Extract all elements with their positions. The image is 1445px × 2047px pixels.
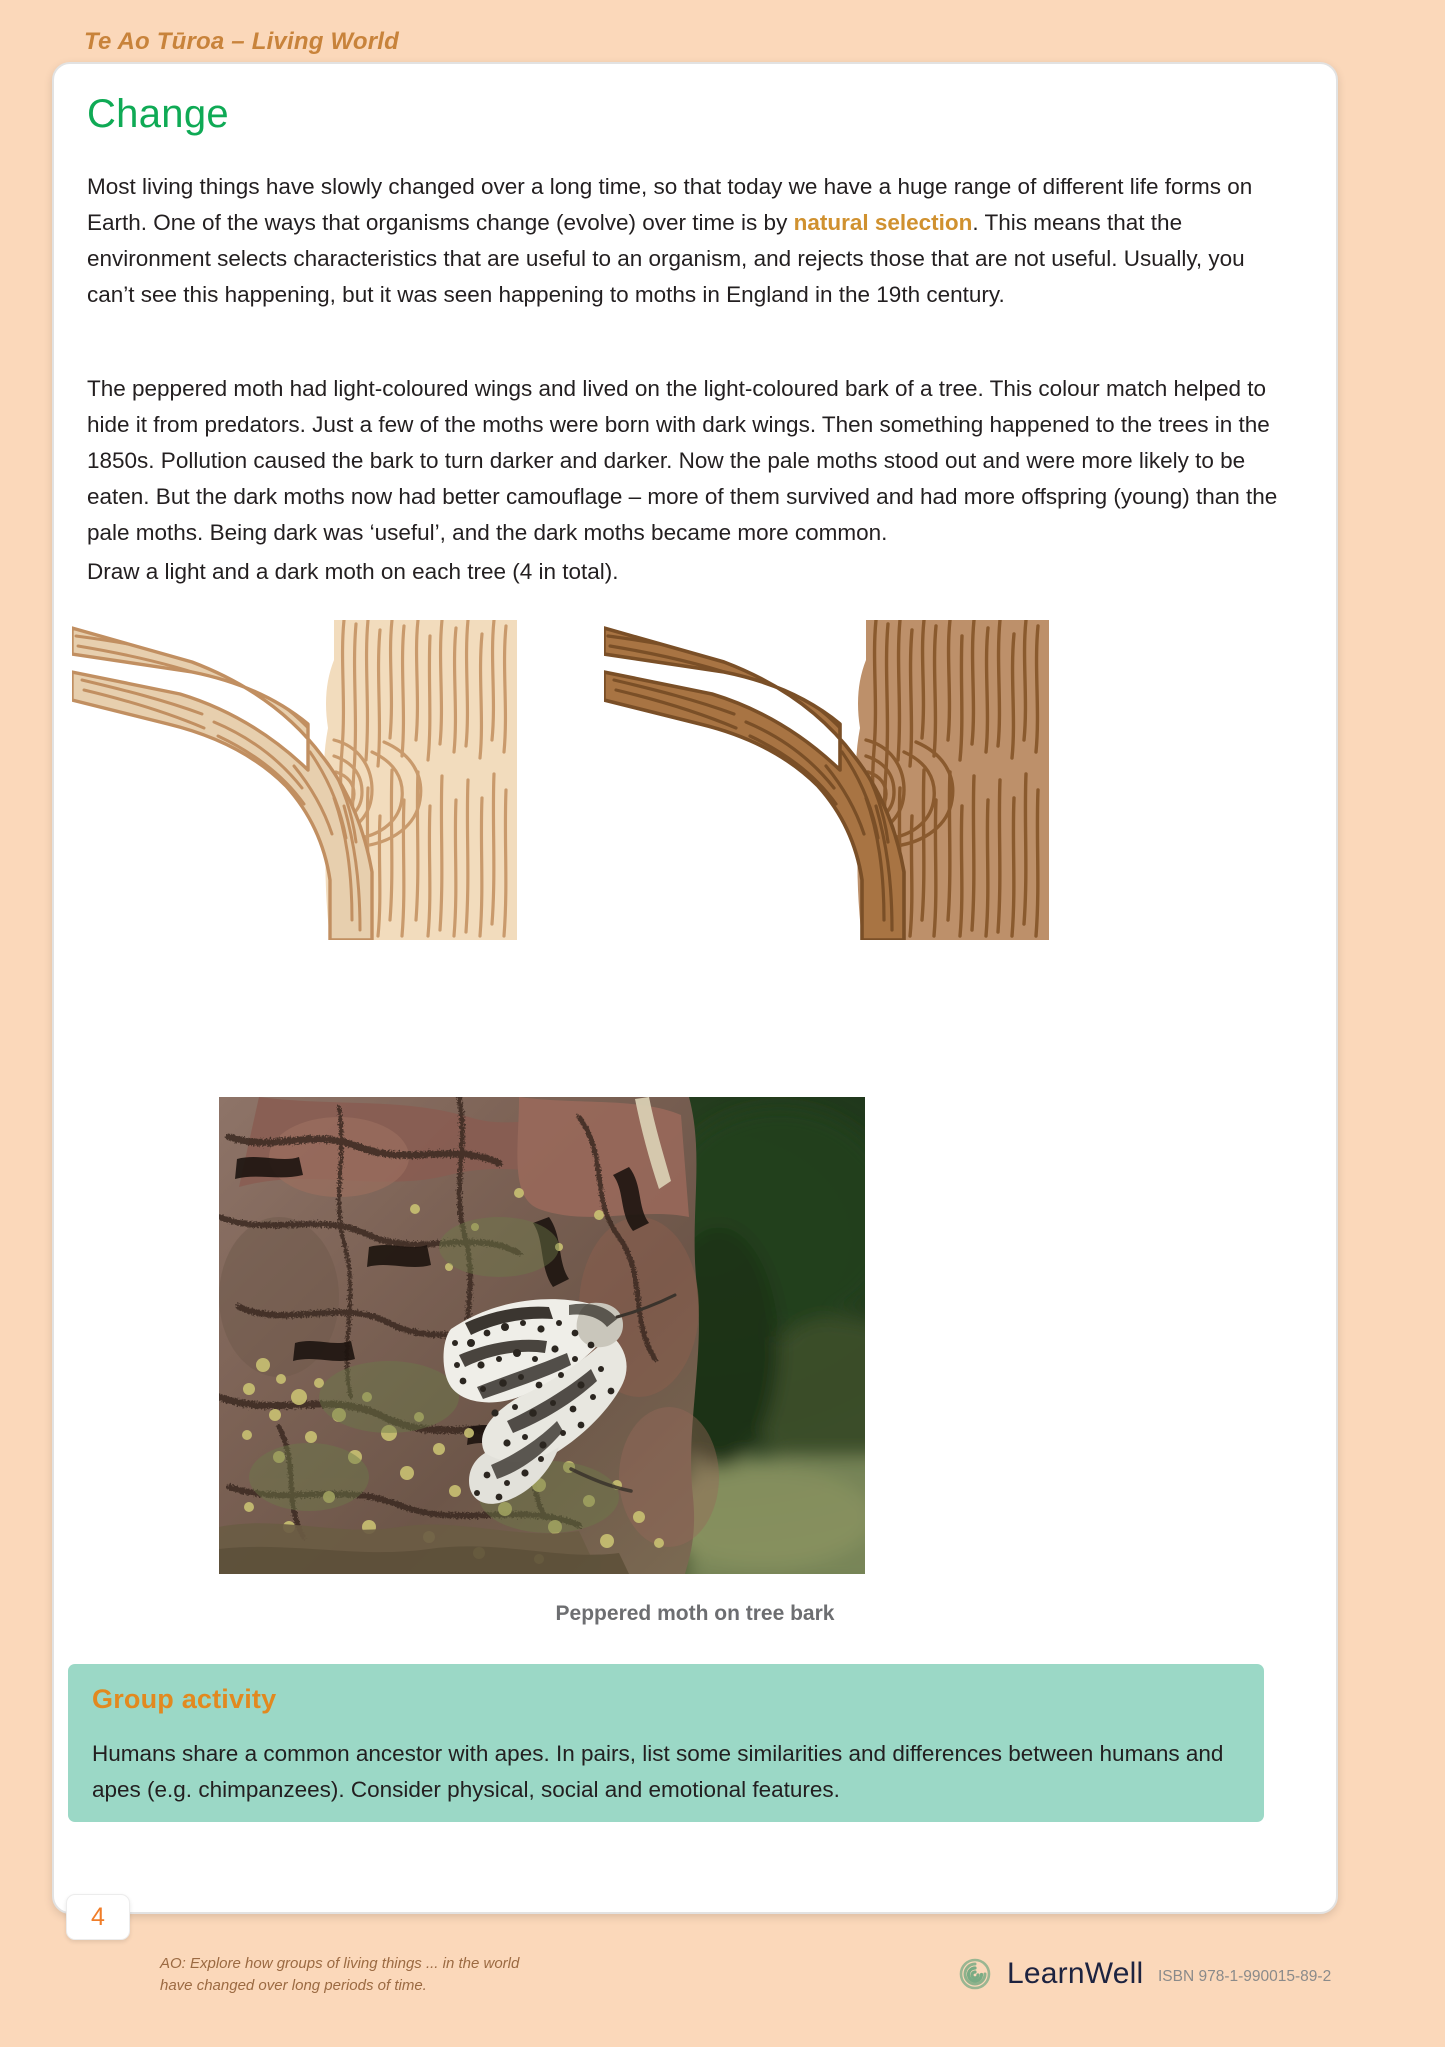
isbn-text: ISBN 978-1-990015-89-2 [1158, 1968, 1332, 1985]
paragraph-peppered-moth: The peppered moth had light-coloured wings and lived on the light-coloured bark of a tree. This colour match helped to hide it from predators. Just a few of the moths were born with dark wings. Then something happened to the trees in the 1850s. Pollution caused the bark to turn darker and darker. Now the pale moths stood out and were more likely to be eaten. But the dark moths now had better camouflage – more of them survived and had more offspring (young) than the pale moths. Being dark was ‘useful’, and the dark moths became more common. [87, 376, 1278, 545]
achievement-objective-text: AO: Explore how groups of living things ... in the world have changed over long periods of time. [160, 1955, 520, 1994]
dark-tree-illustration [604, 620, 1104, 940]
page-number-tab [66, 1894, 130, 1940]
page-number: 4 [91, 1902, 105, 1931]
keyword-natural-selection: natural selection [793, 210, 973, 235]
brand-name: LearnWell [1007, 1957, 1144, 1990]
learnwell-brand [956, 1955, 1143, 1993]
running-head: Te Ao Tūroa – Living World [84, 28, 399, 55]
paragraph-intro [87, 169, 1282, 313]
photo-caption: Peppered moth on tree bark [555, 1602, 835, 1625]
tree-illustrations [54, 620, 1336, 940]
page-title: Change [87, 92, 229, 136]
paragraph-intro-part1: Most living things have slowly changed over a long time, so that today we have a huge range of different life forms on Earth. One of the ways that organisms change (evolve) over time is by [87, 174, 1253, 235]
paragraph-intro-part2: . This means that the environment selects characteristics that are useful to an organism, and rejects those that are not useful. Usually, you can’t see this happening, but it was seen happening to moths in England in the 19th century. [87, 210, 1245, 307]
group-activity-panel [68, 1664, 1264, 1822]
moth-photo-graphic [219, 1097, 865, 1574]
peppered-moth-photo [219, 1097, 865, 1574]
instruction-draw-moths: Draw a light and a dark moth on each tree (4 in total). [87, 559, 619, 584]
page-card [52, 62, 1338, 1914]
group-activity-title: Group activity [92, 1684, 277, 1714]
light-tree-illustration [72, 620, 572, 940]
group-activity-text: Humans share a common ancestor with apes. In pairs, list some similarities and differences between humans and apes (e.g. chimpanzees). Consider physical, social and emotional features. [92, 1741, 1224, 1802]
koru-spiral-logo-icon [956, 1955, 994, 1993]
